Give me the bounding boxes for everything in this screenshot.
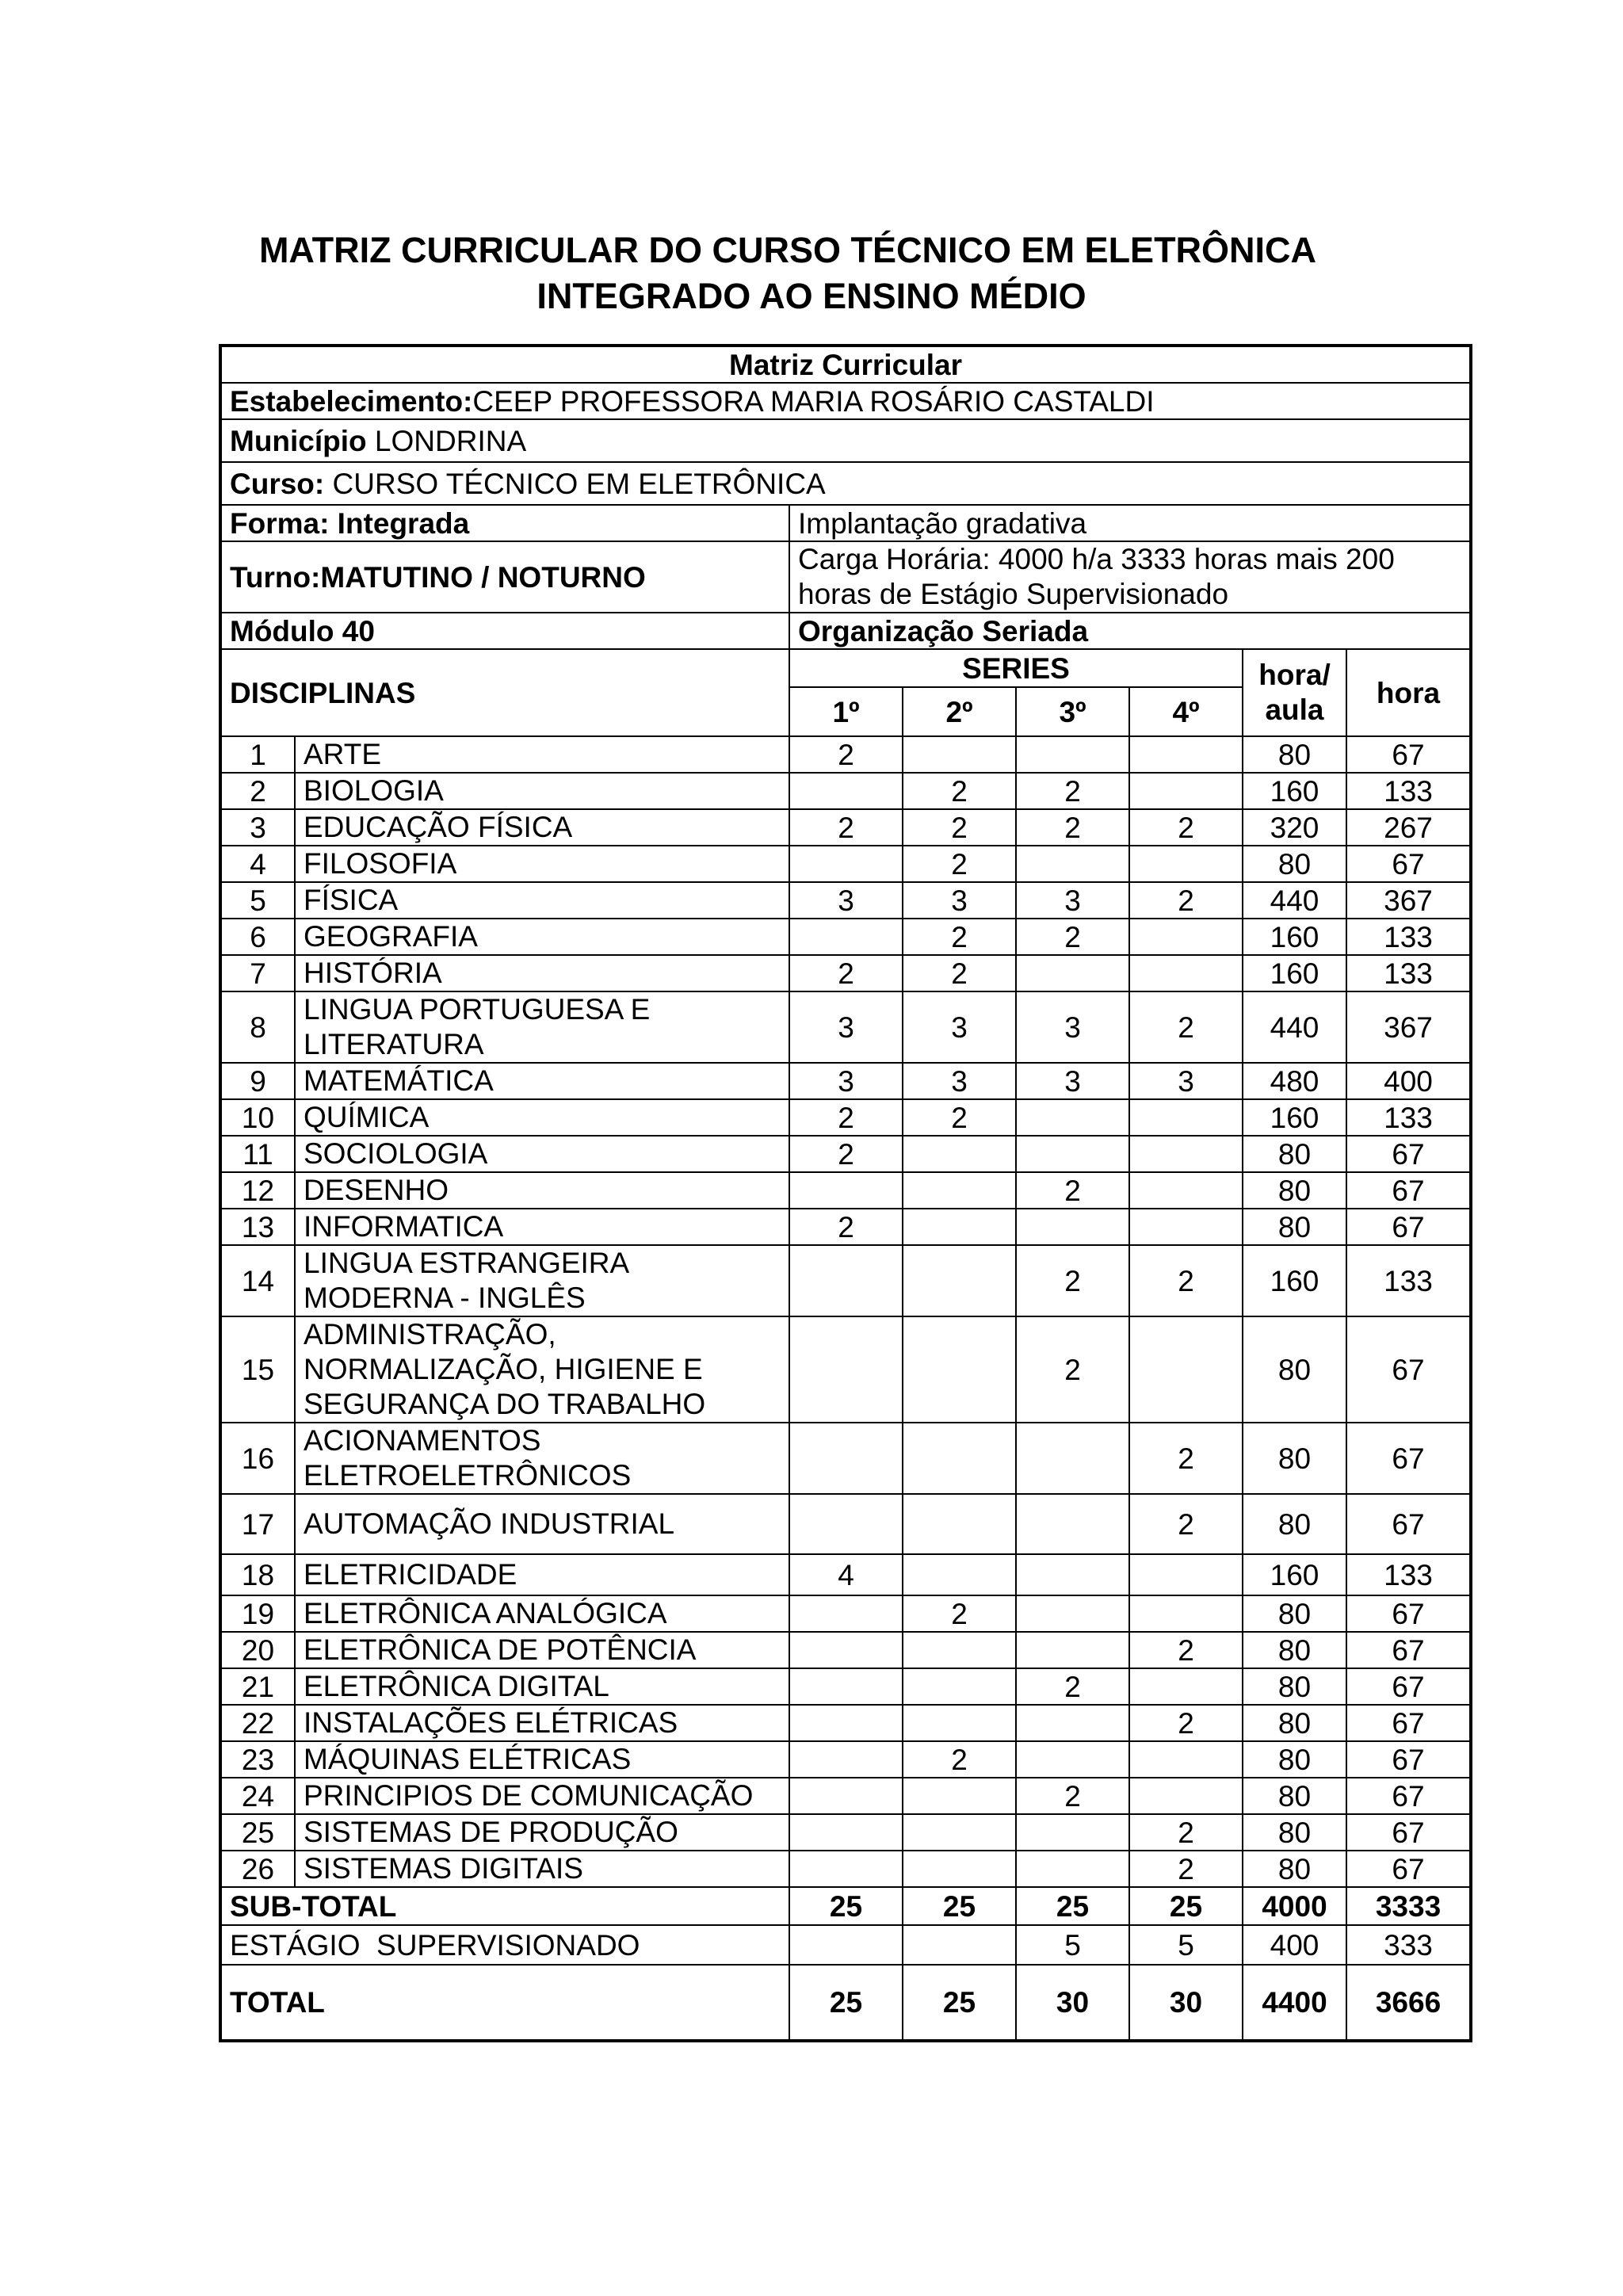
discipline-row — [220, 1632, 1471, 1668]
discipline-hora-aula: 160 — [1243, 1245, 1346, 1316]
total-hora: 3666 — [1346, 1965, 1471, 2041]
curso-cell — [220, 462, 1471, 505]
discipline-series-3 — [1016, 1136, 1129, 1172]
discipline-series-1: 3 — [789, 882, 903, 919]
discipline-row — [220, 846, 1471, 882]
discipline-hora-aula: 80 — [1243, 1595, 1346, 1632]
discipline-number: 1 — [220, 736, 295, 773]
discipline-hora: 133 — [1346, 773, 1471, 809]
discipline-number: 21 — [220, 1668, 295, 1705]
discipline-number: 6 — [220, 919, 295, 955]
discipline-hora-aula: 80 — [1243, 1778, 1346, 1814]
discipline-series-2 — [903, 1172, 1016, 1209]
discipline-hora-aula: 80 — [1243, 1741, 1346, 1778]
discipline-series-1: 2 — [789, 809, 903, 846]
discipline-hora: 133 — [1346, 1099, 1471, 1136]
discipline-row — [220, 1136, 1471, 1172]
discipline-series-1 — [789, 846, 903, 882]
discipline-number: 8 — [220, 991, 295, 1063]
municipio-label: Município — [230, 424, 367, 457]
discipline-name: FÍSICA — [295, 882, 789, 919]
discipline-series-4: 2 — [1129, 882, 1243, 919]
discipline-name: ELETRÔNICA ANALÓGICA — [295, 1595, 789, 1632]
discipline-series-4 — [1129, 736, 1243, 773]
discipline-number: 23 — [220, 1741, 295, 1778]
organizacao-cell: Organização Seriada — [789, 613, 1471, 649]
municipio-row — [220, 419, 1471, 462]
estabelecimento-row — [220, 383, 1471, 419]
discipline-series-2: 2 — [903, 1741, 1016, 1778]
discipline-series-3 — [1016, 1423, 1129, 1494]
discipline-row — [220, 1741, 1471, 1778]
discipline-hora: 67 — [1346, 1423, 1471, 1494]
discipline-hora: 67 — [1346, 1316, 1471, 1423]
discipline-row — [220, 1705, 1471, 1741]
discipline-hora: 67 — [1346, 1851, 1471, 1887]
discipline-name: HISTÓRIA — [295, 955, 789, 991]
discipline-series-1 — [789, 1814, 903, 1851]
discipline-hora: 367 — [1346, 882, 1471, 919]
discipline-hora-aula: 80 — [1243, 1668, 1346, 1705]
estagio-hora: 333 — [1346, 1925, 1471, 1965]
discipline-series-1: 2 — [789, 736, 903, 773]
discipline-series-3: 2 — [1016, 1778, 1129, 1814]
discipline-row — [220, 1554, 1471, 1595]
estagio-s2 — [903, 1925, 1016, 1965]
discipline-series-4 — [1129, 1316, 1243, 1423]
discipline-number: 16 — [220, 1423, 295, 1494]
discipline-series-3 — [1016, 1705, 1129, 1741]
discipline-series-3: 3 — [1016, 882, 1129, 919]
discipline-name: LINGUA PORTUGUESA E LITERATURA — [295, 991, 789, 1063]
discipline-name: INSTALAÇÕES ELÉTRICAS — [295, 1705, 789, 1741]
discipline-number: 9 — [220, 1063, 295, 1099]
discipline-series-2: 2 — [903, 919, 1016, 955]
document-title-line1: MATRIZ CURRICULAR DO CURSO TÉCNICO EM ELETRÔNICA — [258, 230, 1317, 270]
discipline-hora-aula: 160 — [1243, 773, 1346, 809]
discipline-name: ELETRÔNICA DIGITAL — [295, 1668, 789, 1705]
discipline-name: MÁQUINAS ELÉTRICAS — [295, 1741, 789, 1778]
total-s3: 30 — [1016, 1965, 1129, 2041]
discipline-hora: 400 — [1346, 1063, 1471, 1099]
discipline-hora-aula: 80 — [1243, 846, 1346, 882]
discipline-series-4 — [1129, 1778, 1243, 1814]
discipline-series-4: 2 — [1129, 809, 1243, 846]
discipline-number: 3 — [220, 809, 295, 846]
discipline-number: 15 — [220, 1316, 295, 1423]
discipline-number: 25 — [220, 1814, 295, 1851]
discipline-series-4 — [1129, 1554, 1243, 1595]
discipline-hora: 67 — [1346, 736, 1471, 773]
discipline-hora-aula: 80 — [1243, 1705, 1346, 1741]
discipline-row — [220, 1595, 1471, 1632]
discipline-series-3 — [1016, 1209, 1129, 1245]
discipline-hora: 67 — [1346, 1705, 1471, 1741]
discipline-hora: 133 — [1346, 955, 1471, 991]
discipline-series-1 — [789, 1494, 903, 1554]
discipline-number: 7 — [220, 955, 295, 991]
discipline-row — [220, 1668, 1471, 1705]
discipline-series-1: 2 — [789, 1136, 903, 1172]
turno-row — [220, 541, 1471, 613]
hora-aula-header: hora/ aula — [1243, 649, 1346, 736]
discipline-hora-aula: 480 — [1243, 1063, 1346, 1099]
discipline-row — [220, 1814, 1471, 1851]
discipline-series-1 — [789, 919, 903, 955]
discipline-hora: 67 — [1346, 1741, 1471, 1778]
discipline-series-1 — [789, 1705, 903, 1741]
discipline-series-2 — [903, 1209, 1016, 1245]
discipline-series-1 — [789, 1741, 903, 1778]
discipline-series-1 — [789, 1851, 903, 1887]
discipline-series-2: 2 — [903, 809, 1016, 846]
discipline-series-1 — [789, 773, 903, 809]
total-s2: 25 — [903, 1965, 1016, 2041]
discipline-series-1: 2 — [789, 1209, 903, 1245]
discipline-number: 19 — [220, 1595, 295, 1632]
discipline-series-1: 2 — [789, 955, 903, 991]
discipline-hora: 67 — [1346, 1814, 1471, 1851]
discipline-series-2 — [903, 1245, 1016, 1316]
discipline-series-1 — [789, 1423, 903, 1494]
estagio-row — [220, 1925, 1471, 1965]
discipline-number: 5 — [220, 882, 295, 919]
discipline-hora-aula: 320 — [1243, 809, 1346, 846]
discipline-series-3: 2 — [1016, 1245, 1129, 1316]
discipline-row — [220, 955, 1471, 991]
discipline-hora-aula: 160 — [1243, 1099, 1346, 1136]
discipline-series-3 — [1016, 955, 1129, 991]
discipline-series-3: 2 — [1016, 773, 1129, 809]
discipline-hora: 133 — [1346, 919, 1471, 955]
series-1-header: 1º — [789, 687, 903, 736]
discipline-series-3 — [1016, 1494, 1129, 1554]
discipline-hora-aula: 160 — [1243, 1554, 1346, 1595]
discipline-row — [220, 1172, 1471, 1209]
discipline-number: 14 — [220, 1245, 295, 1316]
discipline-name: AUTOMAÇÃO INDUSTRIAL — [295, 1494, 789, 1554]
discipline-hora: 67 — [1346, 846, 1471, 882]
discipline-row — [220, 809, 1471, 846]
matrix-label: Matriz Curricular — [220, 346, 1471, 383]
curso-label: Curso: — [230, 467, 325, 500]
discipline-series-4 — [1129, 773, 1243, 809]
discipline-hora: 67 — [1346, 1632, 1471, 1668]
discipline-row — [220, 919, 1471, 955]
estabelecimento-label: Estabelecimento: — [230, 384, 473, 418]
carga-horaria-cell: Carga Horária: 4000 h/a 3333 horas mais 200 horas de Estágio Supervisionado — [789, 541, 1471, 613]
discipline-series-1: 2 — [789, 1099, 903, 1136]
discipline-series-3: 2 — [1016, 919, 1129, 955]
discipline-row — [220, 1423, 1471, 1494]
discipline-series-4 — [1129, 846, 1243, 882]
discipline-hora: 67 — [1346, 1494, 1471, 1554]
discipline-number: 10 — [220, 1099, 295, 1136]
discipline-name: FILOSOFIA — [295, 846, 789, 882]
discipline-series-2 — [903, 1632, 1016, 1668]
municipio-value: LONDRINA — [366, 424, 527, 457]
total-hora-aula: 4400 — [1243, 1965, 1346, 2041]
discipline-series-4 — [1129, 1595, 1243, 1632]
estabelecimento-cell — [220, 383, 1471, 419]
discipline-series-4: 2 — [1129, 1705, 1243, 1741]
discipline-series-2: 2 — [903, 1595, 1016, 1632]
document-title-line2: INTEGRADO AO ENSINO MÉDIO — [537, 276, 1086, 316]
discipline-name: SISTEMAS DIGITAIS — [295, 1851, 789, 1887]
subtotal-s3: 25 — [1016, 1887, 1129, 1925]
discipline-series-3 — [1016, 846, 1129, 882]
discipline-series-3 — [1016, 1814, 1129, 1851]
discipline-series-2: 3 — [903, 991, 1016, 1063]
discipline-series-3 — [1016, 736, 1129, 773]
discipline-series-4: 2 — [1129, 1245, 1243, 1316]
curso-row — [220, 462, 1471, 505]
discipline-row — [220, 773, 1471, 809]
series-2-header: 2º — [903, 687, 1016, 736]
discipline-series-2 — [903, 1423, 1016, 1494]
discipline-name: INFORMATICA — [295, 1209, 789, 1245]
discipline-name: ARTE — [295, 736, 789, 773]
total-label: TOTAL — [220, 1965, 789, 2041]
estabelecimento-value: CEEP PROFESSORA MARIA ROSÁRIO CASTALDI — [472, 384, 1155, 418]
discipline-hora: 133 — [1346, 1554, 1471, 1595]
discipline-series-1 — [789, 1595, 903, 1632]
discipline-series-4 — [1129, 1172, 1243, 1209]
discipline-series-2: 3 — [903, 1063, 1016, 1099]
discipline-series-3: 3 — [1016, 1063, 1129, 1099]
discipline-series-3: 2 — [1016, 1668, 1129, 1705]
discipline-series-1 — [789, 1316, 903, 1423]
discipline-name: LINGUA ESTRANGEIRA MODERNA - INGLÊS — [295, 1245, 789, 1316]
discipline-series-1: 3 — [789, 1063, 903, 1099]
discipline-row — [220, 1316, 1471, 1423]
subtotal-label: SUB-TOTAL — [220, 1887, 789, 1925]
discipline-number: 2 — [220, 773, 295, 809]
discipline-number: 12 — [220, 1172, 295, 1209]
discipline-number: 20 — [220, 1632, 295, 1668]
total-s4: 30 — [1129, 1965, 1243, 2041]
discipline-hora-aula: 80 — [1243, 1316, 1346, 1423]
discipline-hora-aula: 80 — [1243, 1851, 1346, 1887]
discipline-row — [220, 736, 1471, 773]
discipline-series-3 — [1016, 1851, 1129, 1887]
modulo-cell: Módulo 40 — [220, 613, 789, 649]
discipline-series-3 — [1016, 1099, 1129, 1136]
discipline-series-2 — [903, 1136, 1016, 1172]
discipline-series-3: 2 — [1016, 1316, 1129, 1423]
subtotal-row — [220, 1887, 1471, 1925]
discipline-series-2: 2 — [903, 955, 1016, 991]
discipline-series-3: 3 — [1016, 991, 1129, 1063]
discipline-series-2 — [903, 1494, 1016, 1554]
discipline-series-4 — [1129, 1099, 1243, 1136]
discipline-series-4 — [1129, 955, 1243, 991]
forma-cell: Forma: Integrada — [220, 505, 789, 541]
discipline-row — [220, 1245, 1471, 1316]
discipline-row — [220, 1778, 1471, 1814]
discipline-series-1 — [789, 1668, 903, 1705]
subtotal-s1: 25 — [789, 1887, 903, 1925]
disciplinas-header: DISCIPLINAS — [220, 649, 789, 736]
discipline-series-4: 3 — [1129, 1063, 1243, 1099]
estagio-s4: 5 — [1129, 1925, 1243, 1965]
discipline-number: 17 — [220, 1494, 295, 1554]
total-s1: 25 — [789, 1965, 903, 2041]
subtotal-hora-aula: 4000 — [1243, 1887, 1346, 1925]
discipline-hora: 133 — [1346, 1245, 1471, 1316]
discipline-series-2: 2 — [903, 846, 1016, 882]
turno-cell: Turno:MATUTINO / NOTURNO — [220, 541, 789, 613]
discipline-number: 26 — [220, 1851, 295, 1887]
hora-header: hora — [1346, 649, 1471, 736]
discipline-series-3: 2 — [1016, 1172, 1129, 1209]
discipline-name: ELETRÔNICA DE POTÊNCIA — [295, 1632, 789, 1668]
discipline-series-4 — [1129, 1209, 1243, 1245]
discipline-row — [220, 991, 1471, 1063]
discipline-hora: 67 — [1346, 1595, 1471, 1632]
discipline-series-1: 4 — [789, 1554, 903, 1595]
discipline-name: SISTEMAS DE PRODUÇÃO — [295, 1814, 789, 1851]
curso-value: CURSO TÉCNICO EM ELETRÔNICA — [324, 467, 826, 500]
estagio-label: ESTÁGIO SUPERVISIONADO — [220, 1925, 789, 1965]
series-4-header: 4º — [1129, 687, 1243, 736]
discipline-number: 24 — [220, 1778, 295, 1814]
discipline-series-2 — [903, 1668, 1016, 1705]
discipline-series-2 — [903, 1778, 1016, 1814]
discipline-series-1 — [789, 1172, 903, 1209]
curriculum-matrix-table — [219, 344, 1472, 2042]
discipline-hora: 67 — [1346, 1778, 1471, 1814]
discipline-series-4 — [1129, 1136, 1243, 1172]
discipline-hora-aula: 80 — [1243, 1814, 1346, 1851]
discipline-series-4 — [1129, 919, 1243, 955]
discipline-hora-aula: 160 — [1243, 919, 1346, 955]
discipline-series-3: 2 — [1016, 809, 1129, 846]
discipline-series-4: 2 — [1129, 1494, 1243, 1554]
discipline-row — [220, 1494, 1471, 1554]
series-header: SERIES — [789, 649, 1243, 687]
implantacao-cell: Implantação gradativa — [789, 505, 1471, 541]
modulo-row — [220, 613, 1471, 649]
discipline-series-1: 3 — [789, 991, 903, 1063]
discipline-name: ACIONAMENTOS ELETROELETRÔNICOS — [295, 1423, 789, 1494]
discipline-name: EDUCAÇÃO FÍSICA — [295, 809, 789, 846]
discipline-name: ELETRICIDADE — [295, 1554, 789, 1595]
estagio-s1 — [789, 1925, 903, 1965]
discipline-series-2 — [903, 1705, 1016, 1741]
discipline-hora-aula: 80 — [1243, 736, 1346, 773]
discipline-series-2 — [903, 1554, 1016, 1595]
discipline-hora-aula: 80 — [1243, 1172, 1346, 1209]
municipio-cell — [220, 419, 1471, 462]
discipline-hora-aula: 80 — [1243, 1494, 1346, 1554]
discipline-series-2: 3 — [903, 882, 1016, 919]
discipline-name: SOCIOLOGIA — [295, 1136, 789, 1172]
discipline-series-4: 2 — [1129, 1423, 1243, 1494]
discipline-name: PRINCIPIOS DE COMUNICAÇÃO — [295, 1778, 789, 1814]
discipline-hora-aula: 80 — [1243, 1209, 1346, 1245]
discipline-series-4: 2 — [1129, 1632, 1243, 1668]
discipline-number: 22 — [220, 1705, 295, 1741]
discipline-number: 18 — [220, 1554, 295, 1595]
subtotal-hora: 3333 — [1346, 1887, 1471, 1925]
discipline-hora-aula: 160 — [1243, 955, 1346, 991]
discipline-series-2 — [903, 1814, 1016, 1851]
discipline-hora: 67 — [1346, 1172, 1471, 1209]
discipline-series-4 — [1129, 1741, 1243, 1778]
discipline-series-2: 2 — [903, 1099, 1016, 1136]
discipline-series-3 — [1016, 1595, 1129, 1632]
discipline-name: BIOLOGIA — [295, 773, 789, 809]
discipline-hora: 67 — [1346, 1668, 1471, 1705]
discipline-number: 4 — [220, 846, 295, 882]
discipline-row — [220, 882, 1471, 919]
discipline-hora-aula: 80 — [1243, 1423, 1346, 1494]
discipline-series-4: 2 — [1129, 991, 1243, 1063]
series-3-header: 3º — [1016, 687, 1129, 736]
discipline-number: 11 — [220, 1136, 295, 1172]
total-row — [220, 1965, 1471, 2041]
discipline-row — [220, 1099, 1471, 1136]
discipline-name: QUÍMICA — [295, 1099, 789, 1136]
discipline-series-4 — [1129, 1668, 1243, 1705]
discipline-series-3 — [1016, 1741, 1129, 1778]
subtotal-s4: 25 — [1129, 1887, 1243, 1925]
discipline-name: ADMINISTRAÇÃO, NORMALIZAÇÃO, HIGIENE E SEGURANÇA DO TRABALHO — [295, 1316, 789, 1423]
discipline-row — [220, 1209, 1471, 1245]
discipline-hora: 367 — [1346, 991, 1471, 1063]
discipline-series-4: 2 — [1129, 1814, 1243, 1851]
discipline-hora: 267 — [1346, 809, 1471, 846]
estagio-hora-aula: 400 — [1243, 1925, 1346, 1965]
matrix-label-row — [220, 346, 1471, 383]
discipline-series-3 — [1016, 1554, 1129, 1595]
estagio-s3: 5 — [1016, 1925, 1129, 1965]
discipline-series-1 — [789, 1778, 903, 1814]
discipline-series-1 — [789, 1632, 903, 1668]
discipline-hora-aula: 80 — [1243, 1632, 1346, 1668]
subtotal-s2: 25 — [903, 1887, 1016, 1925]
discipline-series-2 — [903, 1851, 1016, 1887]
discipline-series-3 — [1016, 1632, 1129, 1668]
discipline-hora: 67 — [1346, 1136, 1471, 1172]
discipline-series-2: 2 — [903, 773, 1016, 809]
discipline-hora-aula: 80 — [1243, 1136, 1346, 1172]
discipline-series-1 — [789, 1245, 903, 1316]
discipline-hora: 67 — [1346, 1209, 1471, 1245]
discipline-row — [220, 1063, 1471, 1099]
discipline-series-2 — [903, 1316, 1016, 1423]
discipline-hora-aula: 440 — [1243, 991, 1346, 1063]
series-header-row — [220, 649, 1471, 687]
discipline-series-2 — [903, 736, 1016, 773]
discipline-name: DESENHO — [295, 1172, 789, 1209]
discipline-series-4: 2 — [1129, 1851, 1243, 1887]
discipline-row — [220, 1851, 1471, 1887]
discipline-number: 13 — [220, 1209, 295, 1245]
forma-row — [220, 505, 1471, 541]
discipline-hora-aula: 440 — [1243, 882, 1346, 919]
discipline-name: GEOGRAFIA — [295, 919, 789, 955]
discipline-name: MATEMÁTICA — [295, 1063, 789, 1099]
